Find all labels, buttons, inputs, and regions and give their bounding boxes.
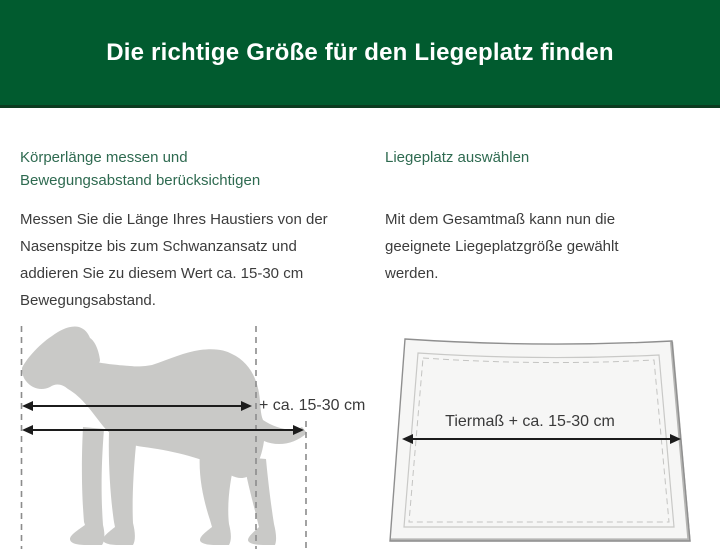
bed-mat-illustration bbox=[360, 317, 720, 549]
section-select bbox=[385, 146, 705, 287]
body-line: Nasenspitze bis zum Schwanzansatz und bbox=[20, 238, 297, 255]
section-select-body bbox=[385, 206, 705, 287]
dog-hind-leg bbox=[243, 457, 276, 545]
header-banner bbox=[0, 0, 720, 108]
section-measure bbox=[20, 146, 365, 314]
heading-line: Körperlänge messen und bbox=[20, 149, 188, 166]
heading-line: Liegeplatz auswählen bbox=[385, 149, 530, 166]
heading-line: Bewegungsabstand berücksichtigen bbox=[20, 172, 261, 189]
body-line: geeignete Liegeplatzgröße gewählt bbox=[385, 238, 619, 255]
dog-silhouette-icon bbox=[22, 327, 307, 545]
dog-measurement-diagram bbox=[0, 317, 366, 549]
mat-measure-label: Tiermaß + ca. 15-30 cm bbox=[445, 413, 615, 430]
page-title: Die richtige Größe für den Liegeplatz finden bbox=[106, 38, 614, 66]
section-select-heading bbox=[385, 146, 705, 169]
body-line: Mit dem Gesamtmaß kann nun die bbox=[385, 211, 616, 228]
section-measure-body bbox=[20, 206, 365, 314]
bed-mat-diagram bbox=[360, 317, 720, 549]
body-line: werden. bbox=[385, 265, 439, 282]
body-line: Bewegungsabstand. bbox=[20, 292, 156, 309]
body-line: addieren Sie zu diesem Wert ca. 15-30 cm bbox=[20, 265, 304, 282]
dog-front-leg bbox=[103, 432, 137, 545]
body-line: Messen Sie die Länge Ihres Haustiers von der bbox=[20, 211, 328, 228]
dog-measurement-illustration bbox=[0, 317, 360, 549]
dog-measure-label: + ca. 15-30 cm bbox=[259, 397, 366, 414]
dog-front-leg bbox=[70, 427, 104, 545]
dog-hind-leg bbox=[200, 452, 236, 545]
section-measure-heading bbox=[20, 146, 365, 192]
